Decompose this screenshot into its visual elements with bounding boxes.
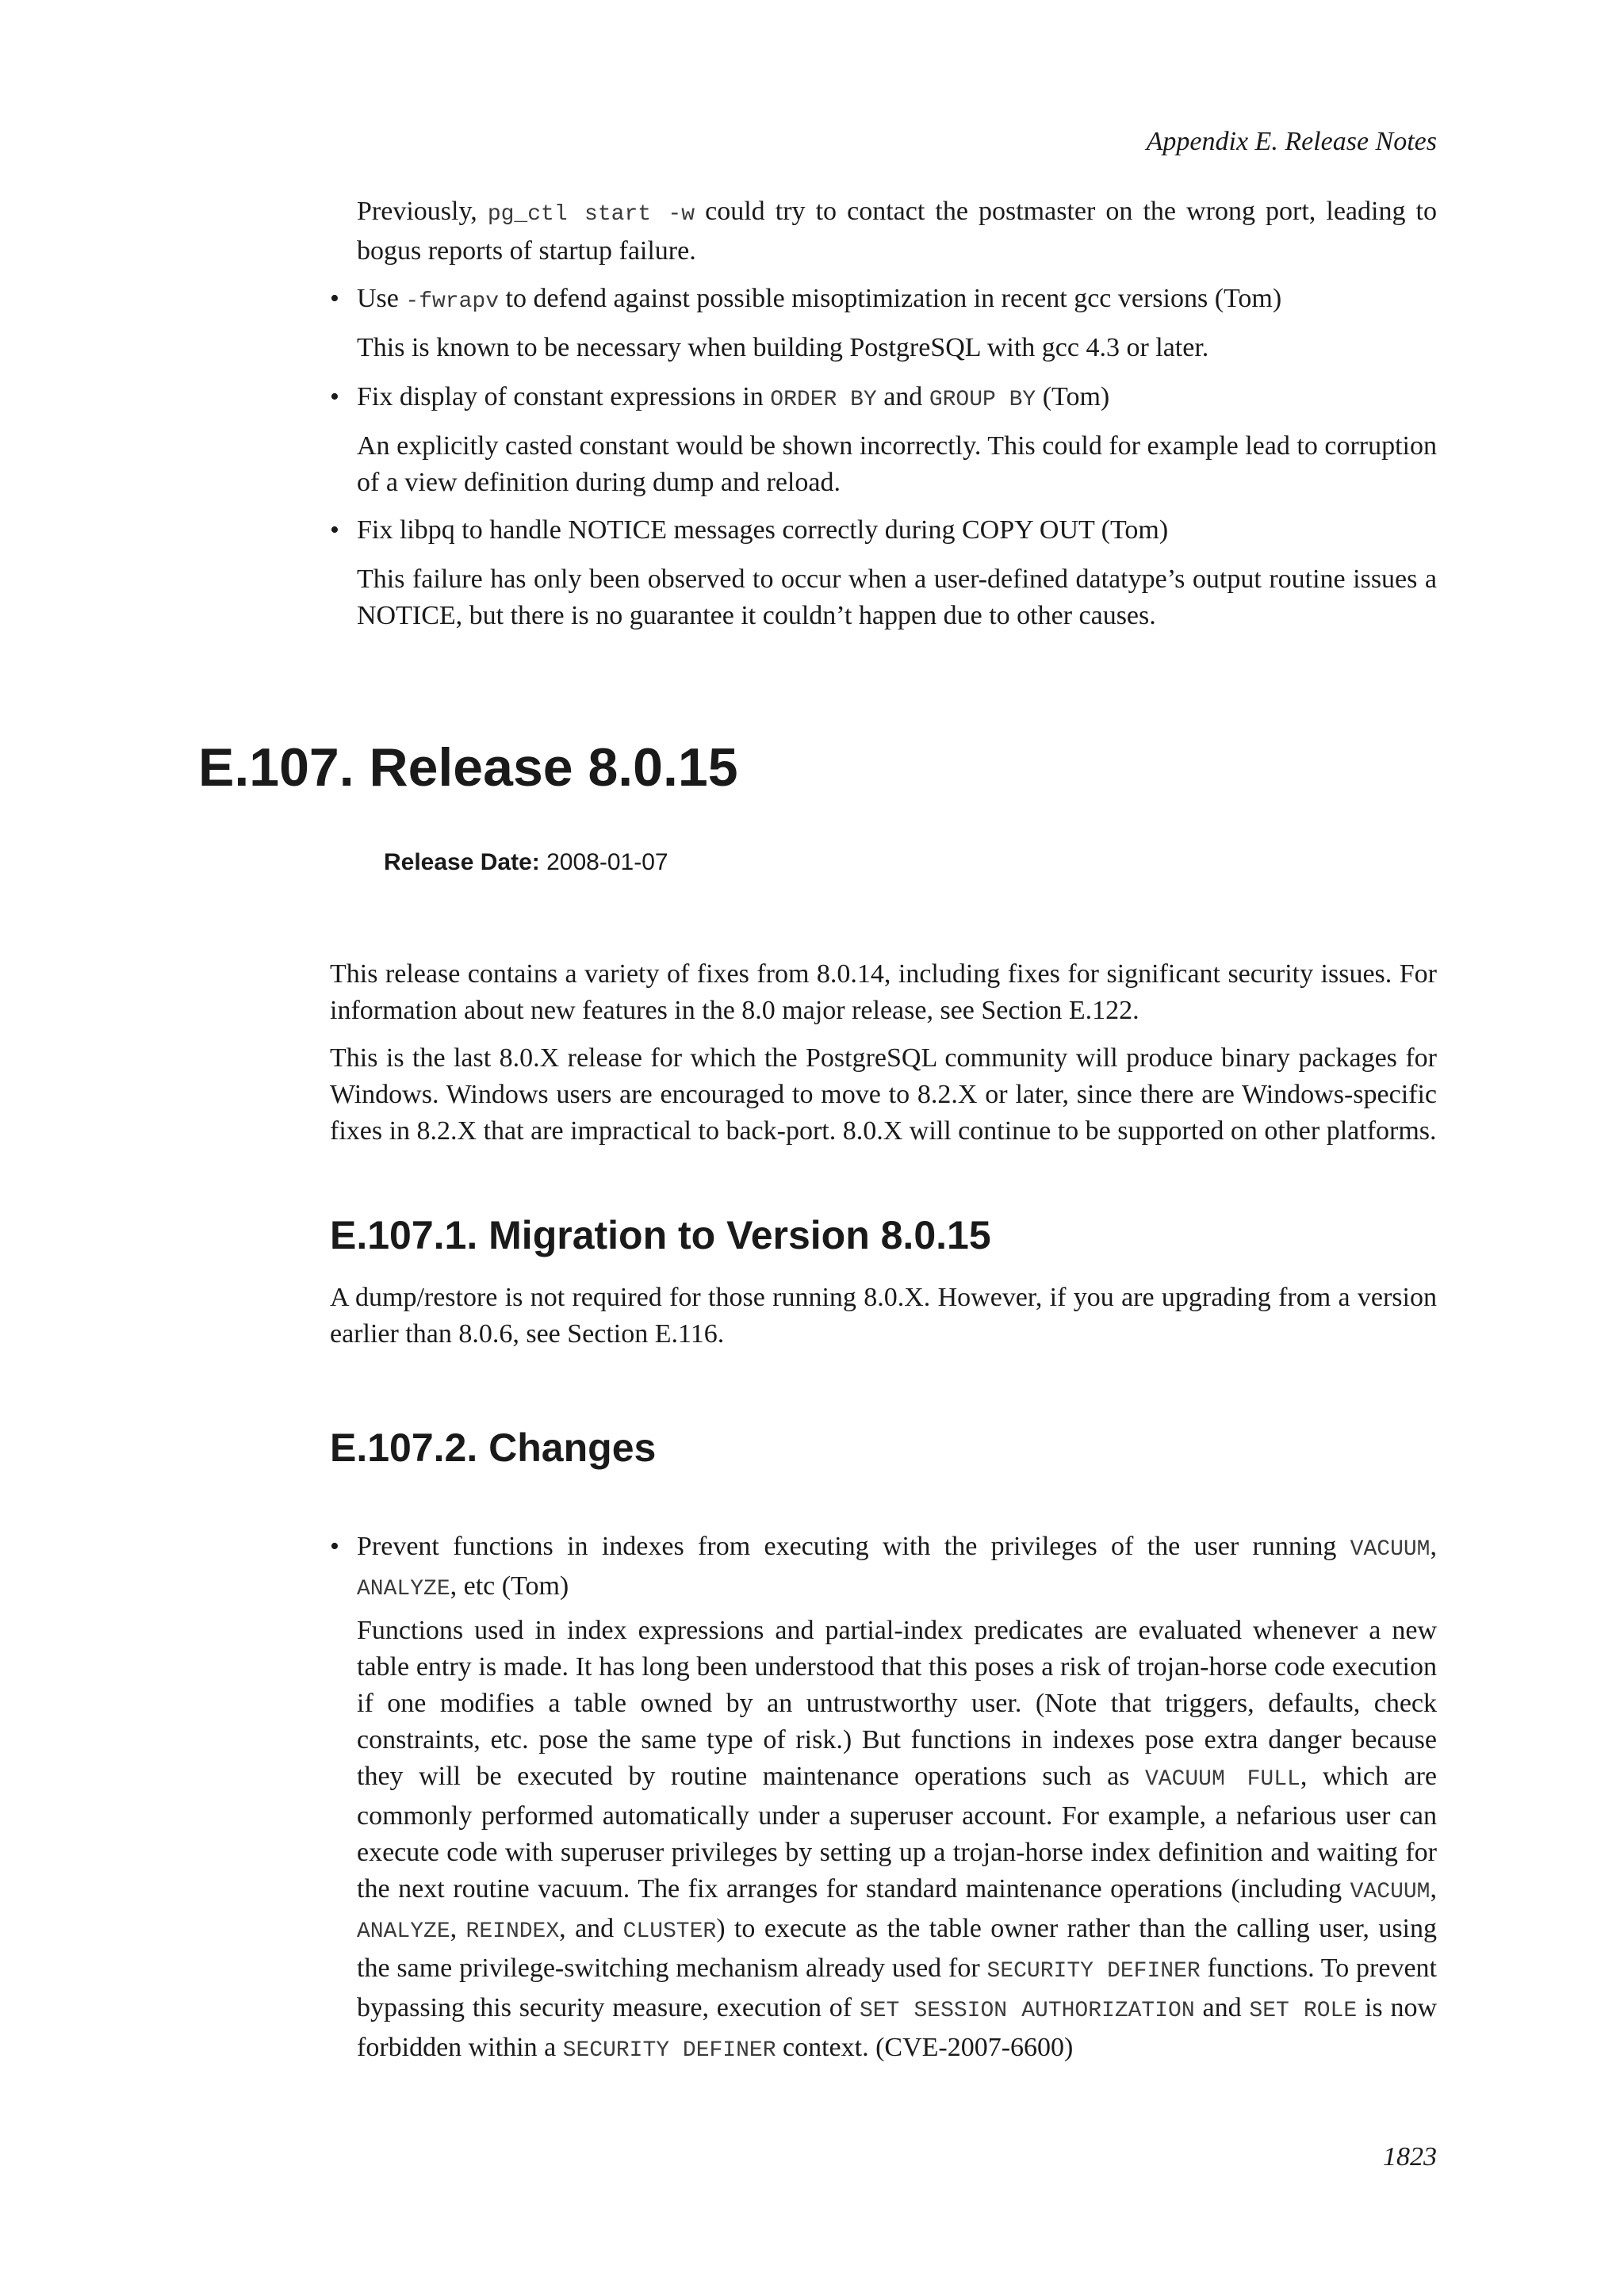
migration-paragraph: A dump/restore is not required for those running 8.0.X. However, if you are upgrading from a version earlier than 8.0.6, see Section E.116. [330,1283,1437,1349]
list-item-title: Fix display of constant expressions in ORDER BY and GROUP BY (Tom) [357,382,1110,412]
inline-code: CLUSTER [622,1919,717,1944]
bullet-icon: • [330,382,339,411]
intro-paragraph: This is the last 8.0.X release for which the PostgreSQL community will produce binary packages for Windows. Windows users are encouraged to move to 8.2.X or later, since there are Windows-specific fixes in 8.2.X that are impractical to back-port. 8.0.X will continue to be supported on other platforms. [330,1043,1437,1146]
release-date-value: 2008-01-07 [546,849,668,875]
list-item-title: Fix libpq to handle NOTICE messages correctly during COPY OUT (Tom) [357,515,1169,545]
intro-paragraph: This release contains a variety of fixes from 8.0.14, including fixes for significant security issues. For information about new features in the 8.0 major release, see Section E.122. [330,959,1437,1025]
inline-code: pg_ctl start -w [487,202,695,227]
release-date [384,847,668,878]
inline-code: SET ROLE [1249,1999,1358,2023]
release-heading: E.107. Release 8.0.15 [198,737,738,798]
inline-code: ANALYZE [357,1577,450,1601]
inline-code: SECURITY DEFINER [562,2038,776,2063]
list-item-detail: An explicitly casted constant would be shown incorrectly. This could for example lead to corruption of a view definition during dump and reload. [357,431,1437,497]
inline-code: REINDEX [465,1919,560,1944]
list-item-title: Use -fwrapv to defend against possible misoptimization in recent gcc versions (Tom) [357,284,1282,314]
inline-code: ANALYZE [357,1919,450,1944]
inline-code: VACUUM [1350,1537,1431,1562]
inline-code: VACUUM [1350,1880,1431,1904]
bullet-icon: • [330,1532,339,1561]
continuation-paragraph: Previously, pg_ctl start -w could try to contact the postmaster on the wrong port, leading to bogus reports of startup failure. [357,197,1437,266]
release-date-label: Release Date: [384,849,540,875]
inline-code: SET SESSION AUTHORIZATION [859,1999,1195,2023]
inline-code: GROUP BY [929,388,1036,412]
inline-code: SECURITY DEFINER [986,1959,1201,1984]
inline-code: -fwrapv [405,289,500,314]
list-item-detail: This failure has only been observed to occur when a user-defined datatype’s output routine issues a NOTICE, but there is no guarantee it couldn’t happen due to other causes. [357,564,1437,630]
list-item-detail: This is known to be necessary when building PostgreSQL with gcc 4.3 or later. [357,333,1209,362]
bullet-icon: • [330,515,339,545]
section-heading-changes: E.107.2. Changes [330,1425,657,1470]
section-heading-migration: E.107.1. Migration to Version 8.0.15 [330,1213,991,1257]
inline-code: ORDER BY [770,388,877,412]
running-header: Appendix E. Release Notes [1146,127,1437,156]
list-item-title: Prevent functions in indexes from executing with the privileges of the user running VACUUM, ANALYZE, etc (Tom) [357,1532,1437,1601]
bullet-icon: • [330,284,339,313]
page-number: 1823 [1383,2142,1437,2172]
list-item-detail: Functions used in index expressions and partial-index predicates are evaluated whenever a new table entry is made. It has long been understood that this poses a risk of trojan-horse code execution if one modifies a table owned by an untrustworthy user. (Note that triggers, defaults, check constraints, etc. pose the same type of risk.) But functions in indexes pose extra danger because they will be executed by routine maintenance operations such as VACUUM FULL, which are commonly performed automatically under a superuser account. For example, a nefarious user can execute code with superuser privileges by setting up a trojan-horse index definition and waiting for the next routine vacuum. The fix arranges for standard maintenance operations (including VACUUM, ANALYZE, REINDEX, and CLUSTER) to execute as the table owner rather than the calling user, using the same privilege-switching mechanism already used for SECURITY DEFINER functions. To prevent bypassing this security measure, execution of SET SESSION AUTHORIZATION and SET ROLE is now forbidden within a SECURITY DEFINER context. (CVE-2007-6600) [357,1616,1438,2063]
inline-code: VACUUM FULL [1144,1767,1300,1792]
